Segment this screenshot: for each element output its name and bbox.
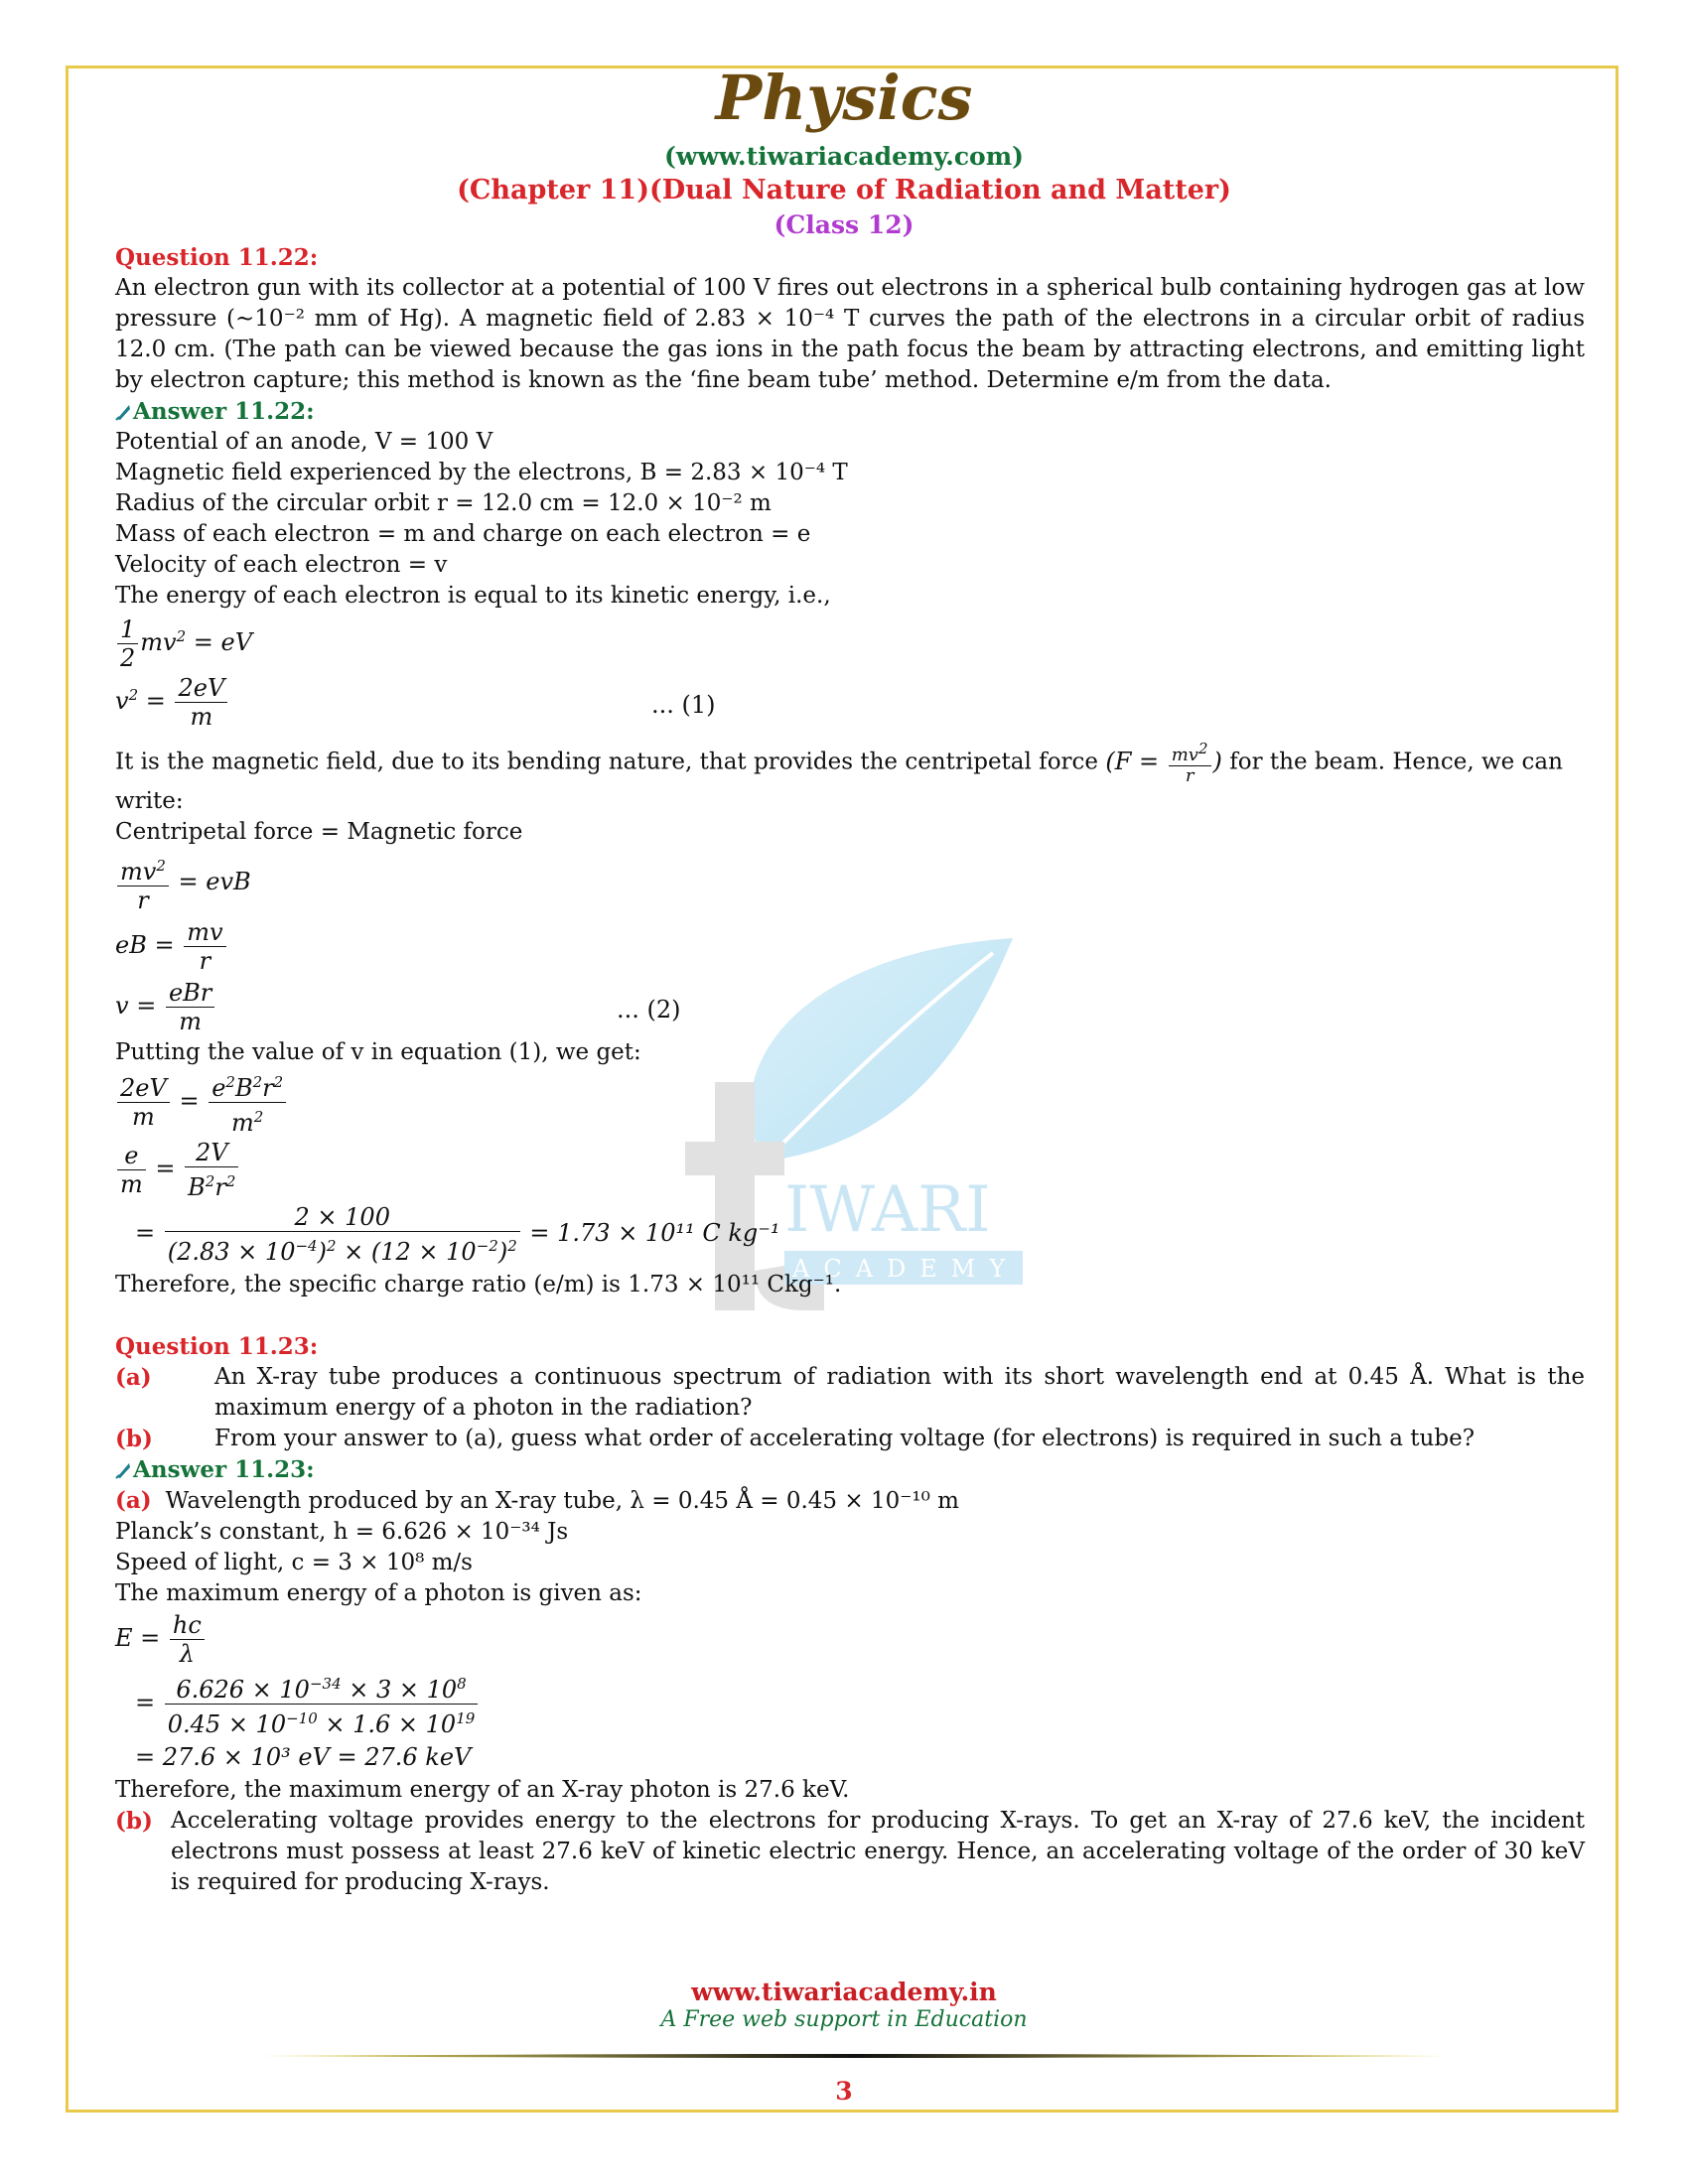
footer-site-link[interactable]: www.tiwariacademy.in <box>691 1978 997 2006</box>
answer-line: Potential of an anode, V = 100 V <box>115 429 493 455</box>
equation-energy-numeric: = $\frac{6.626 \times 10^{-34} \times 3 \times 10^8}{0.45 \times 10^{-10} \times 1.6 \times 10^{19}}$ <box>115 1670 1585 1738</box>
answer-line: Speed of light, c = 3 × 10⁸ m/s <box>115 1550 473 1575</box>
pen-icon <box>115 1461 131 1479</box>
question-part-b: (b) From your answer to (a), guess what order of accelerating voltage (for electrons) is required in such a tube? <box>115 1426 1476 1452</box>
equation-v: v = $\frac{\text{eBr}}{m}$ ... (2) <box>115 979 681 1035</box>
equation-e-over-m: $\frac{e}{m}$ = $\frac{2V}{B^2r^2}$ <box>115 1139 1585 1201</box>
conclusion-11-22: Therefore, the specific charge ratio (e/m) is 1.73 × 10¹¹ Ckg⁻¹. <box>115 1272 842 1297</box>
equation-numeric: = $\frac{2 \times 100}{(2.83 \times 10^{-4})^2 \times (12 \times 10^{-2})^2}$ = 1.73 × 10¹¹ C kg⁻¹ <box>135 1203 780 1266</box>
conclusion-11-23: Therefore, the maximum energy of an X-ray photon is 27.6 keV. <box>115 1777 850 1803</box>
class-heading: (Class 12) <box>774 210 914 239</box>
equation-eB: eB = $\frac{mv}{r}$ <box>115 918 1585 975</box>
centripetal-text: It is the magnetic field, due to its bending nature, that provides the centripetal force (F = $\frac{mv^2}{r}$ ) for the beam. Hence, we can write: <box>115 740 1563 814</box>
header-site-link[interactable]: (www.tiwariacademy.com) <box>663 142 1024 171</box>
chapter-heading: (Chapter 11)(Dual Nature of Radiation and Matter) <box>457 175 1231 205</box>
question-label: Question 11.22: <box>115 244 319 271</box>
equation-force-balance: $\frac{mv^2}{r}$ = evB <box>115 852 1585 914</box>
pen-icon <box>115 403 131 421</box>
centripetal-equality: Centripetal force = Magnetic force <box>115 819 523 845</box>
footer-tagline: A Free web support in Education <box>660 2007 1028 2032</box>
answer-line: The maximum energy of a photon is given as: <box>115 1580 642 1606</box>
watermark-subtext: ACADEMY <box>792 1255 1020 1283</box>
answer-label: Answer 11.22: <box>115 396 1585 427</box>
content <box>115 242 1585 1898</box>
watermark-text: IWARI <box>784 1173 991 1247</box>
putting-text: Putting the value of v in equation (1), we get: <box>115 1039 641 1065</box>
answer-line: The energy of each electron is equal to its kinetic energy, i.e., <box>115 583 831 609</box>
answer-line: Radius of the circular orbit r = 12.0 cm = 12.0 × 10⁻² m <box>115 490 772 516</box>
equation-kinetic-energy: $\frac{1}{2}$ $mv^2$ = eV <box>115 615 1585 672</box>
answer-line: Mass of each electron = m and charge on each electron = e <box>115 521 811 547</box>
answer-line: Velocity of each electron = v <box>115 552 448 578</box>
equation-number: ... (2) <box>617 996 681 1024</box>
page-title: Physics <box>715 62 973 134</box>
equation-number: ... (1) <box>651 691 716 719</box>
equation-velocity-squared: $v^2$ = $\frac{2eV}{m}$ ... (1) <box>115 674 716 731</box>
page-number: 3 <box>835 2077 853 2106</box>
question-label: Question 11.23: <box>115 1333 319 1360</box>
answer-line: Planck’s constant, h = 6.626 × 10⁻³⁴ Js <box>115 1519 569 1545</box>
answer-line: Magnetic field experienced by the electrons, B = 2.83 × 10⁻⁴ T <box>115 460 848 485</box>
footer-divider <box>260 2053 1448 2059</box>
equation-energy: E = $\frac{hc}{\lambda}$ <box>115 1611 1585 1668</box>
question-part-a: (a) An X-ray tube produces a continuous spectrum of radiation with its short wavelength end at 0.45 Å. What is the maximum energy of a photon in the radiation? <box>115 1364 1585 1421</box>
answer-part-b: (b) Accelerating voltage provides energy to the electrons for producing X-rays. To get an X-ray of 27.6 keV, the incident electrons must possess at least 27.6 keV of kinetic electric energy. Hence, an accelerating voltage of the order of 30 keV is required for producing X-rays. <box>115 1808 1585 1895</box>
equation-substitution: $\frac{2eV}{m}$ = $\frac{e^2B^2r^2}{m^2}$ <box>115 1068 1585 1137</box>
equation-energy-result: = 27.6 × 10³ eV = 27.6 keV <box>135 1743 472 1771</box>
question-text: An electron gun with its collector at a potential of 100 V fires out electrons in a spherical bulb containing hydrogen gas at low pressure (∼10⁻² mm of Hg). A magnetic field of 2.83 × 10⁻⁴ T curves the path of the electrons in a circular orbit of radius 12.0 cm. (The path can be viewed because the gas ions in the path focus the beam by attracting electrons, and emitting light by electron capture; this method is known as the ‘fine beam tube’ method. Determine e/m from the data. <box>115 275 1585 393</box>
answer-part-a: (a) Wavelength produced by an X-ray tube, λ = 0.45 Å = 0.45 × 10⁻¹⁰ m <box>115 1487 959 1514</box>
answer-label: Answer 11.23: <box>115 1454 1585 1485</box>
